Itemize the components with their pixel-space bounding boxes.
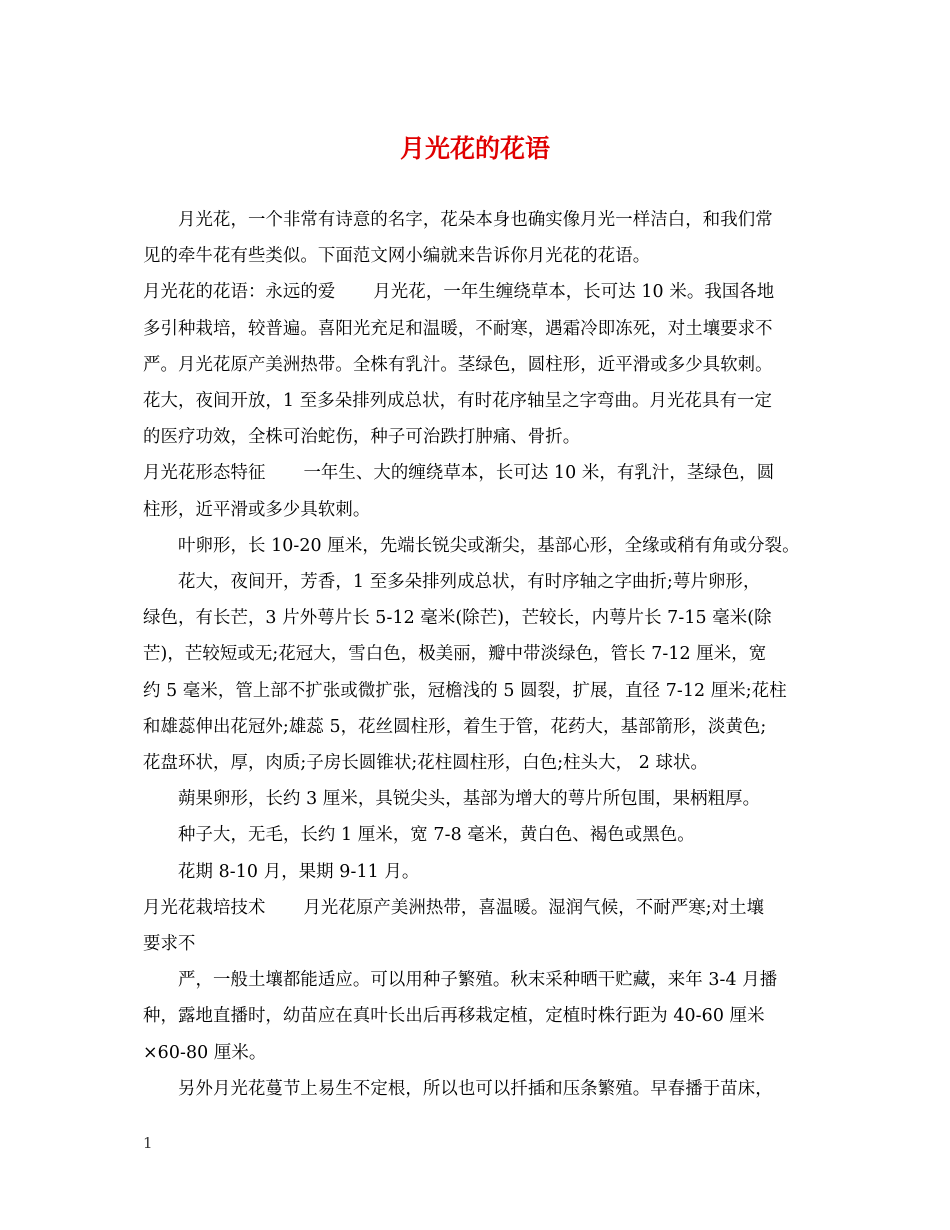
line-text: 花盘环状，厚，肉质;子房长圆锥状;花柱圆柱形，白色;柱头大， 2 球状。 (143, 753, 709, 774)
text-line (143, 636, 823, 672)
line-text: 柱形，近平滑或多少具软刺。 (143, 499, 371, 520)
line-text: 花大，夜间开，芳香，1 至多朵排列成总状，有时序轴之字曲折;萼片卵形， (178, 572, 761, 593)
line-text: 一年生、大的缠绕草本，长可达 10 米，有乳汁，茎绿色，圆 (303, 463, 775, 484)
line-text: 芒)，芒较短或无;花冠大，雪白色，极美丽，瓣中带淡绿色，管长 7-12 厘米，宽 (143, 644, 767, 665)
text-line (143, 492, 823, 528)
text-line (143, 528, 823, 564)
text-line (143, 962, 823, 998)
text-line (143, 238, 823, 274)
line-text: 绿色，有长芒，3 片外萼片长 5-12 毫米(除芒)，芒较长，内萼片长 7-15 毫米(除 (143, 608, 772, 629)
section-heading: 月光花形态特征 (143, 463, 266, 484)
text-line (143, 202, 823, 238)
text-line (143, 781, 823, 817)
line-text: 种子大，无毛，长约 1 厘米，宽 7-8 毫米，黄白色、褐色或黑色。 (178, 825, 695, 846)
text-line (143, 817, 823, 853)
line-text: 多引种栽培，较普遍。喜阳光充足和温暖，不耐寒，遇霜冷即冻死，对土壤要求不 (143, 318, 773, 339)
text-line (143, 854, 823, 890)
document-title: 月光花的花语 (399, 134, 550, 163)
text-line (143, 347, 823, 383)
text-line (143, 455, 823, 491)
line-text: 和雄蕊伸出花冠外;雄蕊 5，花丝圆柱形，着生于管，花药大，基部箭形，淡黄色; (143, 716, 767, 737)
text-line (143, 1035, 823, 1071)
line-text: 的医疗功效，全株可治蛇伤，种子可治跌打肿痛、骨折。 (143, 427, 581, 448)
text-line (143, 419, 823, 455)
line-text: 月光花原产美洲热带，喜温暖。湿润气候，不耐严寒;对土壤 (303, 897, 765, 918)
line-text: 种，露地直播时，幼苗应在真叶长出后再移栽定植，定植时株行距为 40-60 厘米 (143, 1006, 765, 1027)
text-line (143, 564, 823, 600)
text-line (143, 890, 823, 926)
section-heading: 月光花的花语：永远的爱 (143, 282, 336, 303)
line-text: ×60-80 厘米。 (143, 1042, 267, 1063)
line-text: 月光花，一年生缠绕草本，长可达 10 米。我国各地 (373, 282, 775, 303)
text-line (143, 998, 823, 1034)
line-text: 要求不 (143, 934, 196, 955)
page-number: 1 (143, 1134, 153, 1152)
line-text: 严。月光花原产美洲热带。全株有乳汁。茎绿色，圆柱形，近平滑或多少具软刺。 (143, 354, 773, 375)
line-text: 叶卵形，长 10-20 厘米，先端长锐尖或渐尖，基部心形，全缘或稍有角或分裂。 (178, 535, 800, 556)
line-text: 另外月光花蔓节上易生不定根，所以也可以扦插和压条繁殖。早春播于苗床， (178, 1078, 773, 1099)
line-text: 见的牵牛花有些类似。下面范文网小编就来告诉你月光花的花语。 (143, 246, 651, 267)
text-line (143, 383, 823, 419)
line-text: 花期 8-10 月，果期 9-11 月。 (178, 861, 420, 882)
line-text: 严，一般土壤都能适应。可以用种子繁殖。秋末采种晒干贮藏，来年 3-4 月播 (178, 970, 778, 991)
line-text: 花大，夜间开放，1 至多朵排列成总状，有时花序轴呈之字弯曲。月光花具有一定 (143, 391, 772, 412)
section-heading: 月光花栽培技术 (143, 897, 266, 918)
line-text: 月光花，一个非常有诗意的名字，花朵本身也确实像月光一样洁白，和我们常 (178, 210, 773, 230)
text-line (143, 709, 823, 745)
text-line (143, 926, 823, 962)
text-line (143, 274, 823, 310)
line-text: 约 5 毫米，管上部不扩张或微扩张，冠檐浅的 5 圆裂，扩展，直径 7-12 厘米;花柱 (143, 680, 787, 701)
text-line (143, 1071, 823, 1107)
text-line (143, 745, 823, 781)
text-line (143, 311, 823, 347)
line-text: 蒴果卵形，长约 3 厘米，具锐尖头，基部为增大的萼片所包围，果柄粗厚。 (178, 789, 761, 810)
text-line (143, 673, 823, 709)
text-line (143, 600, 823, 636)
document-body (143, 202, 823, 1107)
